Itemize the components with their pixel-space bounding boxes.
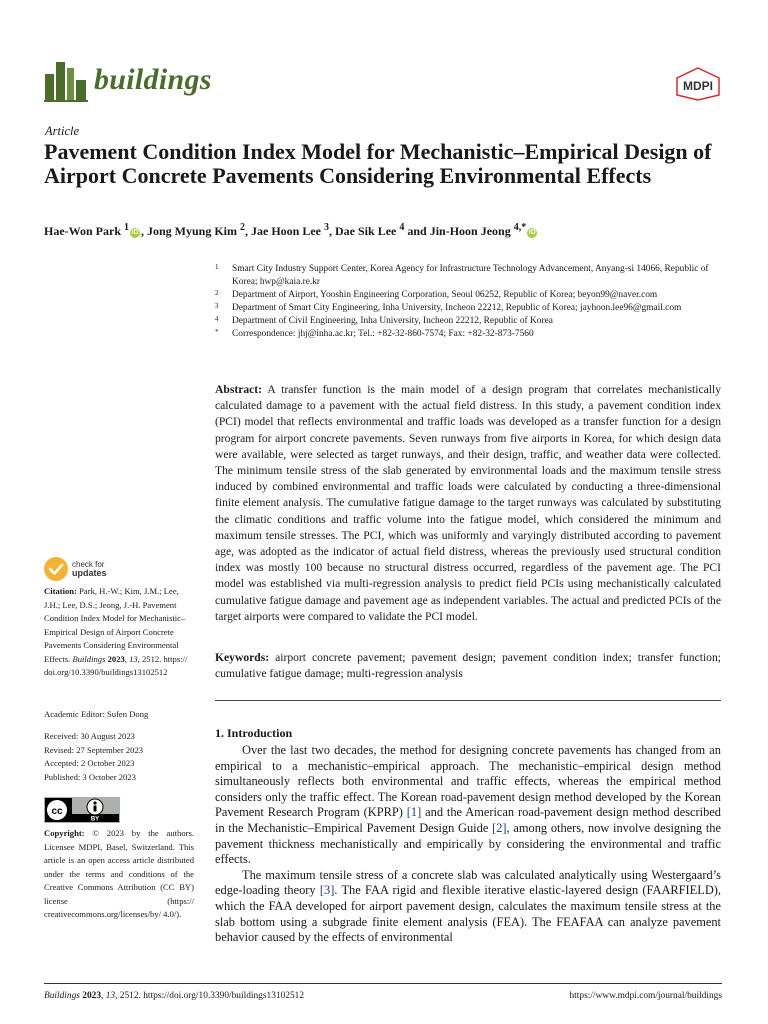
citation-doi[interactable]: doi.org/10.3390/buildings13102512 xyxy=(44,667,168,677)
author-list: Hae-Won Park $^1$ iD , Jong Myung Kim $^2$, Jae Hoon Lee $^3$, Dae Sik Lee $^4$ and Jin-Hoon Jeong $^{4,*}$ iD xyxy=(44,222,536,238)
copyright-label: Copyright: xyxy=(44,828,85,838)
author-affil: 1 xyxy=(124,222,129,233)
affiliation-item: 1 Smart City Industry Support Center, Korea Agency for Infrastructure Technology Advancement, Anyang-si 14066, Republic of Korea; hwp@kaia.re.kr xyxy=(215,263,709,287)
cc-by-license-icon[interactable] xyxy=(44,797,120,823)
affiliation-item: 3 Department of Smart City Engineering, Inha University, Incheon 22212, Republic of Korea; jayhoon.lee96@gmail.com xyxy=(215,302,682,313)
keywords-text: airport concrete pavement; pavement design; pavement condition index; transfer function; cumulative fatigue damage; multi-regression analysis xyxy=(215,651,721,681)
citation-link[interactable]: [2] xyxy=(492,820,507,835)
citation-link[interactable]: [3] xyxy=(319,883,335,898)
footer-journal-url[interactable]: https://www.mdpi.com/journal/buildings xyxy=(569,991,722,1001)
abstract-text: A transfer function is the main model of a design program that correlates mechanistically calculated damage to a pavement with the actual field distress. In this study, a pavement condition index (PCI) model that reflects environmental and traffic loads was developed as a transfer function for a design program for airport concrete pavements. Seven runways from five airports in Korea, for which design data were available, were selected as target runways, and their design, traffic, and weather data were collected. The minimum tensile stress of the slab generated by environmental loads and the maximum tensile stress induced by combined environmental and traffic loads were calculated by conducting a three-dimensional finite element analysis. The cumulative fatigue damage to the target runways was calculated by substituting the climatic conditions and traffic volume into the fatigue model, which considered the minimum and maximum tensile stresses. The PCI, which was uniformly and varyingly distributed according to pavement age, was adopted as the indicator of actual field distress, whereas the previously used structural condition index was mostly 100 because no structural distress occurred, regardless of the pavement age. The PCI model was established via multi-regression analysis to predict field PCIs using mechanistically calculated cumulative fatigue damage and pavement age as independent variables. The actual and predicted PCIs of the target airports were compared to validate the PCI model. xyxy=(215,383,721,623)
introduction-body xyxy=(215,743,721,946)
date-received: Received: 30 August 2023 xyxy=(44,731,135,741)
copyright-notice: Copyright: © 2023 by the authors. Licensee MDPI, Basel, Switzerland. This article is an open access article distributed under the terms and conditions of the Creative Commons Attribution (CC BY) license (https:// creativecommons.org/licenses/by/ 4.0/). xyxy=(44,828,194,919)
check-updates-icon xyxy=(44,557,68,581)
section-heading: 1. Introduction xyxy=(215,726,293,740)
check-updates-label: check for updates xyxy=(72,560,107,578)
orcid-icon[interactable]: iD xyxy=(131,229,139,236)
footer-rule xyxy=(44,983,722,984)
author-name: Dae Sik Lee xyxy=(335,224,397,238)
author-name: Hae-Won Park xyxy=(44,224,121,238)
paragraph: The maximum tensile stress of a concrete slab was calculated analytically using Westergaard’s edge-loading theory [3]. The FAA rigid and flexible iterative elastic-layered design (FAARFIELD), which the FAA developed for airport pavement design, calculates the maximum tensile stress at the slab bottom using a subgrade finite element analysis (FEA). The FEAFAA can analyze pavement behavior caused by the effects of environmental xyxy=(215,867,721,945)
abstract xyxy=(215,382,721,625)
section-divider xyxy=(215,700,721,701)
paragraph: Over the last two decades, the method for designing concrete pavements has changed from an empirical to a mechanistic–empirical approach. The mechanistic–empirical design method simultaneously reflects both environmental and traffic effects, whereas the empirical method considers only the traffic effect. The Korean road-pavement design method developed by the Korean Pavement Research Program (KPRP) [1] and the American road-pavement design method described in the Mechanistic–Empirical Pavement Design Guide [2], among others, now involve designing the pavement thickness mechanistically and empirically by considering the environmental and traffic effects. xyxy=(215,743,721,867)
affiliations xyxy=(215,263,730,341)
citation-block: Citation: Park, H.-W.; Kim, J.M.; Lee, J.H.; Lee, D.S.; Jeong, J.-H. Pavement Condition Index Model for Mechanistic–Empirical Design of Airport Concrete Pavements Considering Environmental Effects. Buildings 2023, 13, 2512. https:// doi.org/10.3390/buildings13102512 xyxy=(44,586,188,677)
author-name: Jin-Hoon Jeong xyxy=(429,224,511,238)
publication-dates xyxy=(44,730,194,784)
journal-name: buildings xyxy=(94,63,212,96)
orcid-icon[interactable]: iD xyxy=(528,229,536,236)
citation-link[interactable]: [1] xyxy=(406,805,422,820)
author-affil: 2 xyxy=(240,222,246,233)
author-affil: 4 xyxy=(399,222,405,233)
date-revised: Revised: 27 September 2023 xyxy=(44,744,144,755)
svg-text:cc: cc xyxy=(51,806,63,817)
author-affil: 3 xyxy=(324,222,330,233)
affiliation-item: 4 Department of Civil Engineering, Inha University, Incheon 22212, Republic of Korea xyxy=(215,315,553,326)
abstract-label: Abstract: xyxy=(215,383,263,396)
academic-editor: Academic Editor: Sufen Dong xyxy=(44,709,149,719)
buildings-logo-icon xyxy=(44,58,90,102)
correspondence: * Correspondence: jhj@inha.ac.kr; Tel.: +82-32-860-7574; Fax: +82-32-873-7560 xyxy=(215,328,534,339)
page-title: Pavement Condition Index Model for Mechanistic–Empirical Design of Airport Concrete Pavements Considering Environmental Effects xyxy=(44,139,712,188)
keywords-label: Keywords: xyxy=(215,651,270,664)
citation-label: Citation: xyxy=(44,586,77,596)
date-accepted: Accepted: 2 October 2023 xyxy=(44,758,135,768)
article-type: Article xyxy=(45,124,80,138)
svg-text:BY: BY xyxy=(90,816,100,823)
footer-doi[interactable]: , 2512. https://doi.org/10.3390/buildings13102512 xyxy=(115,991,305,1001)
author-affil: 4,* xyxy=(513,222,527,233)
mdpi-logo-text: MDPI xyxy=(683,79,713,93)
affiliation-item: 2 Department of Airport, Yooshin Engineering Corporation, Seoul 06252, Republic of Korea; beyon99@naver.com xyxy=(215,289,658,300)
date-published: Published: 3 October 2023 xyxy=(44,771,136,782)
journal-logo[interactable] xyxy=(44,58,212,102)
keywords xyxy=(215,650,721,682)
check-for-updates-button[interactable] xyxy=(44,557,107,581)
mdpi-logo[interactable] xyxy=(675,67,721,101)
author-name: Jae Hoon Lee xyxy=(251,224,322,238)
author-name: Jong Myung Kim xyxy=(147,224,238,238)
footer-citation: Buildings 2023, 13, 2512. https://doi.org/10.3390/buildings13102512 xyxy=(44,991,305,1001)
